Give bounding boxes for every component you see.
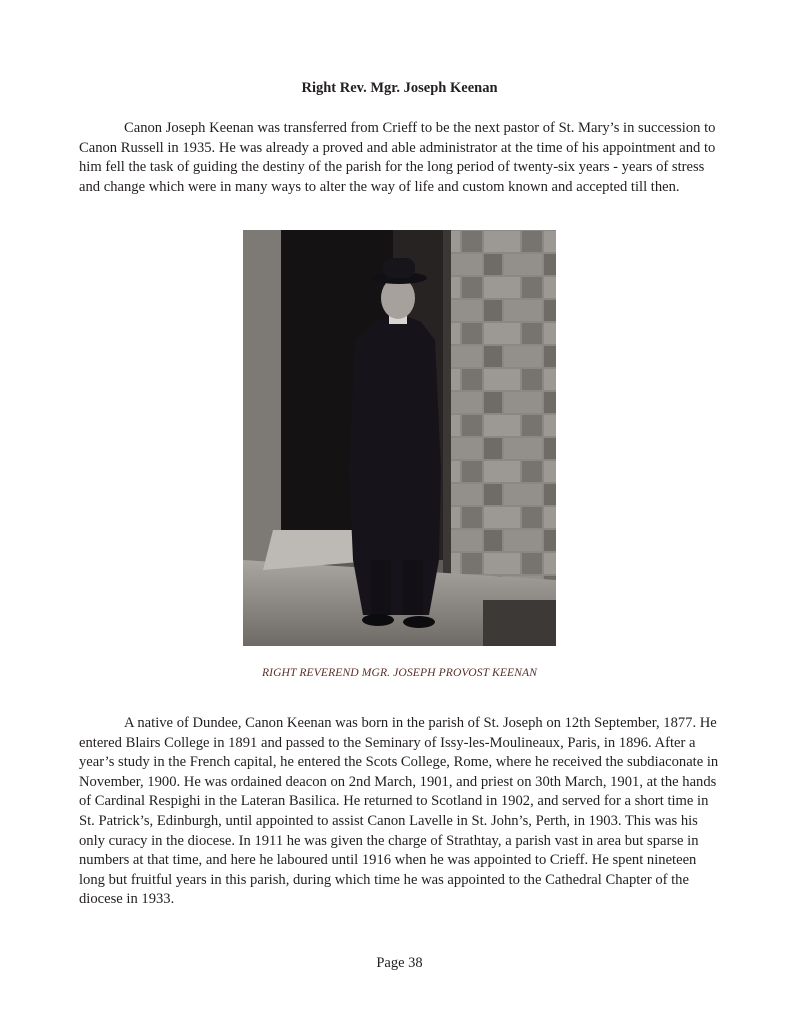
page-title: Right Rev. Mgr. Joseph Keenan bbox=[301, 80, 498, 96]
biography-paragraph: A native of Dundee, Canon Keenan was born in the parish of St. Joseph on 12th September, 1877. He entered Blairs College in 1891 and passed to the Seminary of Issy-les-Moulineaux, Paris, in 1896. After a year’s study in the French capital, he entered the Scots College, Rome, where he received the subdiaconate in November, 1900. He was ordained deacon on 2nd March, 1901, and priest on 30th March, 1901, at the hands of Cardinal Respighi in the Lateran Basilica. He returned to Scotland in 1902, and served for a short time in St. Patrick’s, Edinburgh, until appointed to assist Canon Lavelle in St. John’s, Perth, in 1903. This was his only curacy in the diocese. In 1911 he was given the charge of Strathtay, a parish vast in area but sparse in numbers at that time, and here he laboured until 1916 when he was appointed to Crieff. He spent nineteen long but fruitful years in this parish, during which time he was appointed to the Cathedral Chapter of the diocese in 1933. bbox=[79, 715, 719, 908]
portrait-photo bbox=[243, 230, 556, 646]
page-number: Page 38 bbox=[376, 955, 423, 971]
intro-paragraph: Canon Joseph Keenan was transferred from Crieff to be the next pastor of St. Mary’s in succession to Canon Russell in 1935. He was already a proved and able administrator at the time of his appointment and to him fell the task of guiding the destiny of the parish for the long period of twenty-six years - years of stress and change which were in many ways to alter the way of life and custom known and accepted till then. bbox=[79, 120, 716, 195]
photo-caption: RIGHT REVEREND MGR. JOSEPH PROVOST KEENAN bbox=[261, 666, 538, 679]
